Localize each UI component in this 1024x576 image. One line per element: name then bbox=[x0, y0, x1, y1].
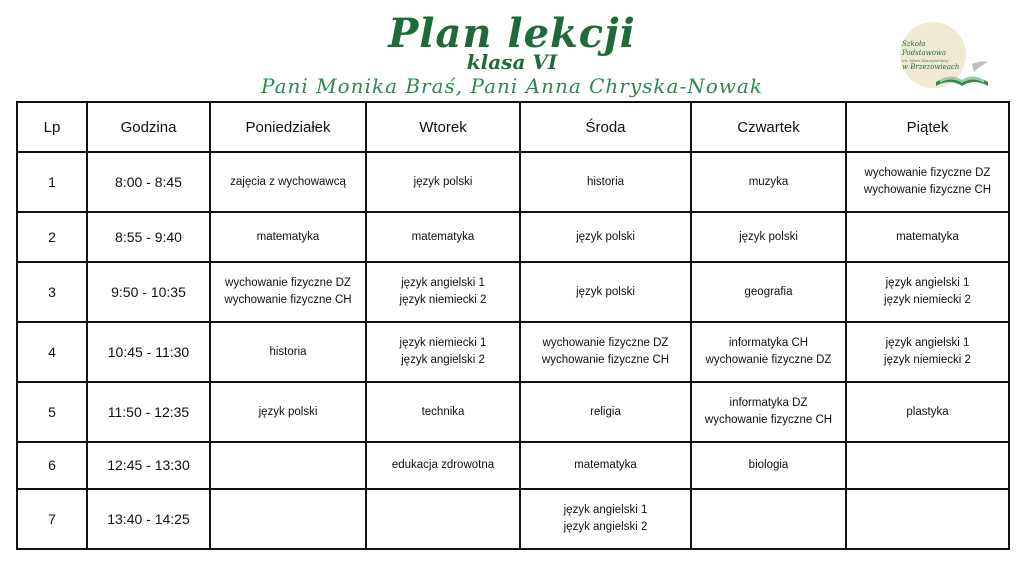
cell-wednesday bbox=[520, 322, 691, 382]
lesson-time: 13:40 - 14:25 bbox=[87, 489, 210, 549]
cell-monday bbox=[210, 262, 366, 322]
lesson-number: 5 bbox=[17, 382, 87, 442]
cell-thursday bbox=[691, 212, 846, 262]
cell-wednesday bbox=[520, 442, 691, 489]
subject-text: edukacja zdrowotna bbox=[391, 459, 495, 471]
lesson-time: 12:45 - 13:30 bbox=[87, 442, 210, 489]
table-row bbox=[17, 322, 1009, 382]
header-tuesday: Wtorek bbox=[366, 102, 520, 152]
cell-tuesday bbox=[366, 262, 520, 322]
table-row bbox=[17, 442, 1009, 489]
header-lp: Lp bbox=[17, 102, 87, 152]
subject-text: wychowanie fizyczne CH bbox=[541, 354, 670, 366]
table-row bbox=[17, 382, 1009, 442]
lesson-time: 11:50 - 12:35 bbox=[87, 382, 210, 442]
header-monday: Poniedziałek bbox=[210, 102, 366, 152]
lesson-number: 3 bbox=[17, 262, 87, 322]
header-friday: Piątek bbox=[846, 102, 1009, 152]
class-subtitle: klasa VI bbox=[466, 50, 558, 74]
subject-text: plastyka bbox=[906, 405, 949, 418]
logo-patron: im. Marii Konopnickiej bbox=[902, 58, 949, 63]
cell-monday bbox=[210, 212, 366, 262]
header-thursday: Czwartek bbox=[691, 102, 846, 152]
subject-text: język niemiecki 1 bbox=[399, 337, 487, 349]
subject-text: informatyka DZ bbox=[729, 397, 808, 409]
logo-town: w Brzezowieach bbox=[902, 63, 960, 71]
cell-thursday bbox=[691, 152, 846, 212]
subject-text: język niemiecki 2 bbox=[399, 294, 487, 306]
subject-text: język polski bbox=[739, 230, 798, 243]
subject-text: wychowanie fizyczne CH bbox=[224, 294, 352, 306]
cell-friday bbox=[846, 152, 1009, 212]
school-logo bbox=[898, 22, 996, 92]
cell-monday bbox=[210, 442, 366, 489]
open-book-with-quill-icon bbox=[932, 60, 992, 92]
cell-thursday bbox=[691, 322, 846, 382]
cell-tuesday bbox=[366, 322, 520, 382]
cell-monday bbox=[210, 489, 366, 549]
cell-thursday bbox=[691, 382, 846, 442]
lesson-time: 9:50 - 10:35 bbox=[87, 262, 210, 322]
subject-text: wychowanie fizyczne DZ bbox=[864, 167, 991, 179]
subject-text: religia bbox=[590, 405, 621, 418]
cell-wednesday bbox=[520, 262, 691, 322]
header-row bbox=[17, 102, 1009, 152]
subject-text: matematyka bbox=[896, 230, 959, 243]
subject-text: geografia bbox=[744, 285, 793, 298]
lesson-number: 7 bbox=[17, 489, 87, 549]
subject-text: język angielski 1 bbox=[563, 504, 648, 516]
subject-text: język polski bbox=[576, 285, 635, 298]
cell-friday bbox=[846, 262, 1009, 322]
cell-wednesday bbox=[520, 382, 691, 442]
lesson-schedule-table bbox=[16, 101, 1010, 550]
cell-monday bbox=[210, 322, 366, 382]
subject-text: technika bbox=[421, 405, 465, 418]
cell-monday bbox=[210, 152, 366, 212]
cell-friday bbox=[846, 442, 1009, 489]
cell-tuesday bbox=[366, 152, 520, 212]
subject-text: wychowanie fizyczne DZ bbox=[705, 354, 832, 366]
cell-wednesday bbox=[520, 489, 691, 549]
subject-text: język angielski 1 bbox=[885, 277, 970, 289]
subject-text: matematyka bbox=[574, 459, 637, 471]
subject-text: wychowanie fizyczne DZ bbox=[542, 337, 669, 349]
subject-text: język polski bbox=[413, 175, 473, 188]
subject-text: wychowanie fizyczne CH bbox=[863, 184, 992, 196]
header-wednesday: Środa bbox=[520, 102, 691, 152]
subject-text: język angielski 2 bbox=[563, 521, 648, 533]
cell-thursday bbox=[691, 489, 846, 549]
subject-text: zajęcia z wychowawcą bbox=[230, 175, 346, 188]
lesson-number: 6 bbox=[17, 442, 87, 489]
subject-text: biologia bbox=[748, 459, 789, 471]
table-row bbox=[17, 262, 1009, 322]
cell-monday bbox=[210, 382, 366, 442]
lesson-time: 8:55 - 9:40 bbox=[87, 212, 210, 262]
subject-text: język polski bbox=[576, 230, 635, 243]
lesson-number: 1 bbox=[17, 152, 87, 212]
subject-text: język angielski 2 bbox=[401, 354, 485, 366]
subject-text: język angielski 1 bbox=[885, 337, 970, 349]
subject-text: język angielski 1 bbox=[401, 277, 485, 289]
lesson-time: 10:45 - 11:30 bbox=[87, 322, 210, 382]
cell-tuesday bbox=[366, 442, 520, 489]
cell-friday bbox=[846, 212, 1009, 262]
table-row bbox=[17, 152, 1009, 212]
subject-text: historia bbox=[586, 175, 625, 188]
subject-text: matematyka bbox=[256, 230, 320, 243]
subject-text: wychowanie fizyczne CH bbox=[704, 414, 833, 426]
cell-thursday bbox=[691, 262, 846, 322]
header-time: Godzina bbox=[87, 102, 210, 152]
subject-text: wychowanie fizyczne DZ bbox=[225, 277, 351, 289]
table-row bbox=[17, 212, 1009, 262]
lesson-time: 8:00 - 8:45 bbox=[87, 152, 210, 212]
cell-friday bbox=[846, 322, 1009, 382]
page-title: Plan lekcji bbox=[388, 10, 636, 57]
teachers-line: Pani Monika Braś, Pani Anna Chryska-Nowak bbox=[261, 74, 763, 98]
cell-thursday bbox=[691, 442, 846, 489]
cell-friday bbox=[846, 489, 1009, 549]
table-row bbox=[17, 489, 1009, 549]
subject-text: język niemiecki 2 bbox=[884, 294, 971, 306]
subject-text: historia bbox=[269, 345, 307, 358]
cell-wednesday bbox=[520, 152, 691, 212]
subject-text: język polski bbox=[258, 405, 318, 418]
cell-tuesday bbox=[366, 382, 520, 442]
cell-tuesday bbox=[366, 212, 520, 262]
subject-text: matematyka bbox=[411, 230, 475, 243]
cell-tuesday bbox=[366, 489, 520, 549]
cell-wednesday bbox=[520, 212, 691, 262]
subject-text: muzyka bbox=[748, 175, 789, 188]
cell-friday bbox=[846, 382, 1009, 442]
subject-text: język niemiecki 2 bbox=[884, 354, 971, 366]
logo-school-name: Szkoła Podstawowa bbox=[902, 40, 947, 57]
lesson-number: 2 bbox=[17, 212, 87, 262]
lesson-number: 4 bbox=[17, 322, 87, 382]
subject-text: informatyka CH bbox=[728, 337, 809, 349]
